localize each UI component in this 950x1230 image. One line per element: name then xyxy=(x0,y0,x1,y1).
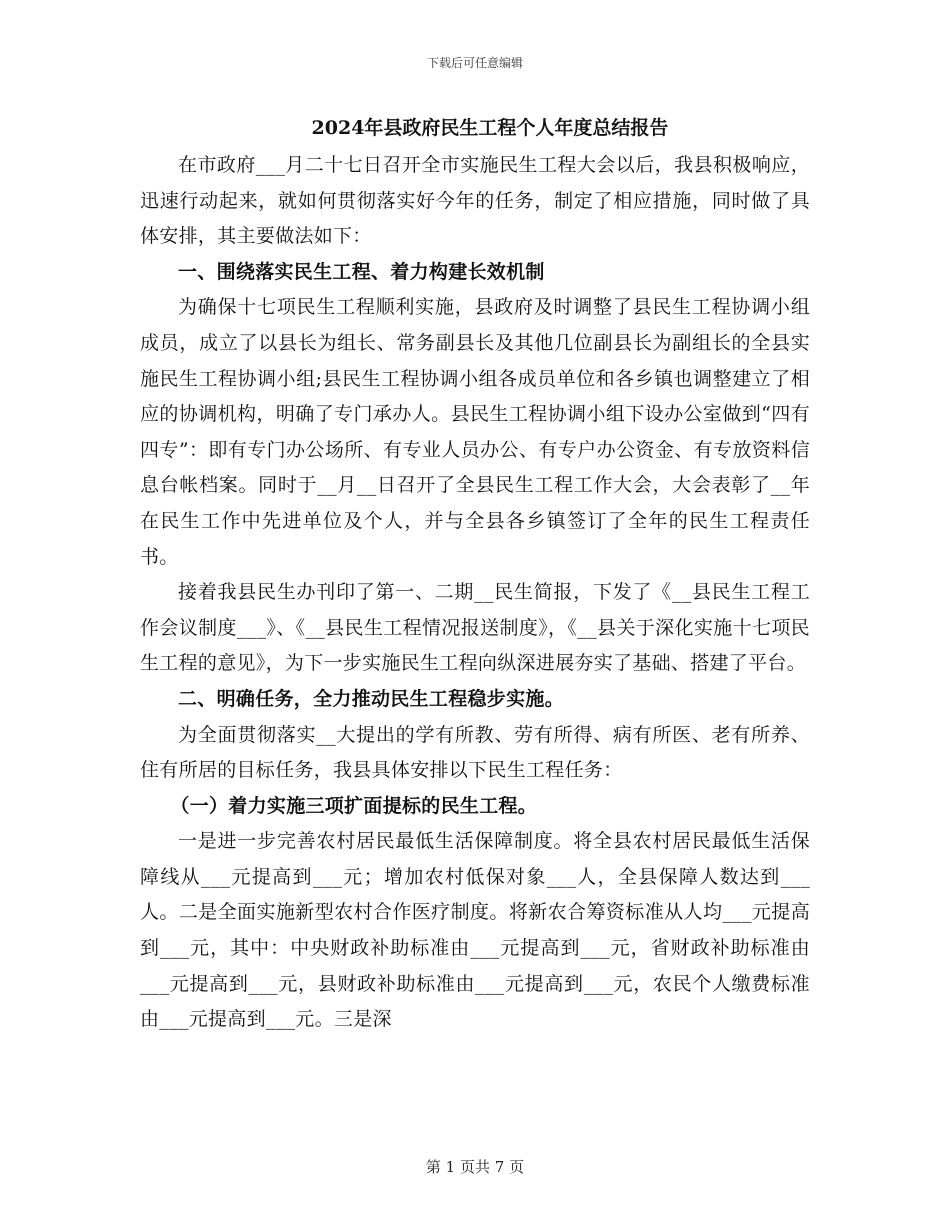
document-body xyxy=(140,110,810,1038)
paragraph-section-1-body: 为确保十七项民生工程顺利实施，县政府及时调整了县民生工程协调小组成员，成立了以县长为组长、常务副县长及其他几位副县长为副组长的全县实施民生工程协调小组;县民生工程协调小组各成员单位和各乡镇也调整建立了相应的协调机构，明确了专门承办人。县民生工程协调小组下设办公室做到“四有四专”：即有专门办公场所、有专业人员办公、有专户办公资金、有专放资料信息台帐档案。同时于__月__日召开了全县民生工程工作大会，大会表彰了__年在民生工作中先进单位及个人，并与全县各乡镇签订了全年的民生工程责任书。 xyxy=(140,296,810,568)
page-number: 第 1 页共 7 页 xyxy=(425,1158,525,1176)
section-heading-2: 二、明确任务，全力推动民生工程稳步实施。 xyxy=(178,687,565,710)
document-title: 2024年县政府民生工程个人年度总结报告 xyxy=(311,117,669,139)
subsection-heading-1: （一）着力实施三项扩面提标的民生工程。 xyxy=(170,794,538,817)
paragraph-subsection-1-body: 一是进一步完善农村居民最低生活保障制度。将全县农村居民最低生活保障线从___元提高到___元；增加农村低保对象___人，全县保障人数达到___人。二是全面实施新型农村合作医疗制度。将新农合筹资标准从人均___元提高到___元，其中：中央财政补助标准由___元提高到___元，省财政补助标准由___元提高到___元，县财政补助标准由___元提高到___元，农民个人缴费标准由___元提高到___元。三是深 xyxy=(140,830,810,1031)
paragraph-section-1-followup: 接着我县民生办刊印了第一、二期__民生简报，下发了《__县民生工程工作会议制度___》、《__县民生工程情况报送制度》，《__县关于深化实施十七项民生工程的意见》，为下一步实施民生工程向纵深进展夯实了基础、搭建了平台。 xyxy=(140,581,810,675)
paragraph-intro: 在市政府___月二十七日召开全市实施民生工程大会以后，我县积极响应，迅速行动起来，就如何贯彻落实好今年的任务，制定了相应措施，同时做了具体安排，其主要做法如下： xyxy=(140,154,810,248)
page-header-note: 下载后可任意编辑 xyxy=(426,56,523,70)
paragraph-section-2-body: 为全面贯彻落实__大提出的学有所教、劳有所得、病有所医、老有所养、住有所居的目标任务，我县具体安排以下民生工程任务： xyxy=(140,723,810,782)
section-heading-1: 一、围绕落实民生工程、着力构建长效机制 xyxy=(178,260,545,283)
